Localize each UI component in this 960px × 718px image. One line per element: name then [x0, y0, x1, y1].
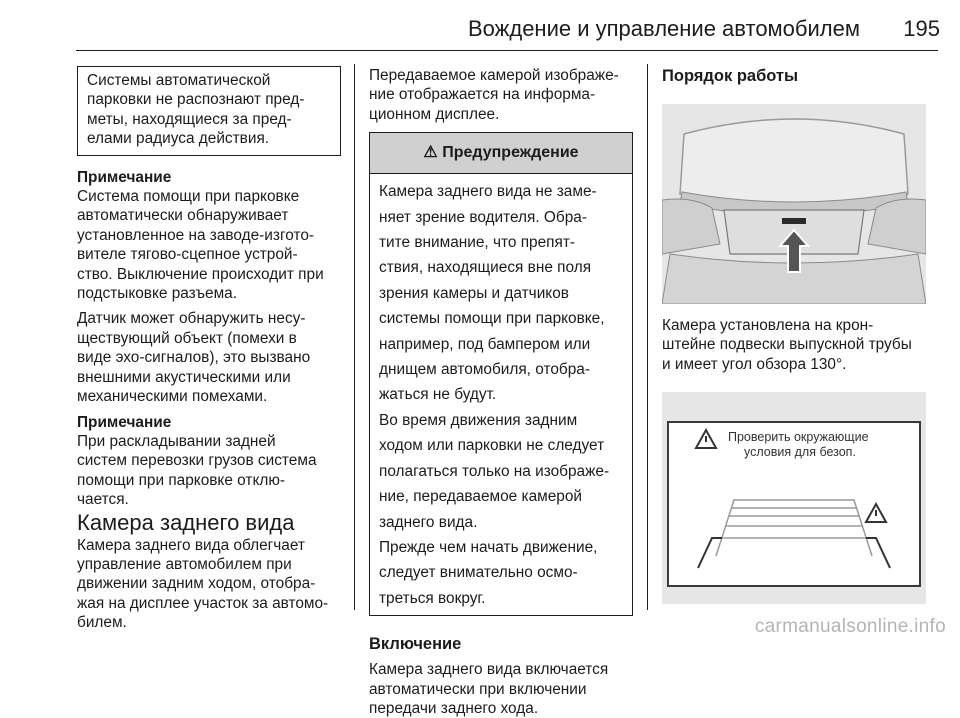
warning-paragraph	[379, 538, 624, 608]
text-line: заднего вида.	[379, 513, 478, 531]
text-line: билем.	[77, 614, 127, 632]
text-line: автоматически при включении	[369, 680, 587, 698]
subsection-heading: Порядок работы	[662, 67, 799, 85]
column-divider-1	[354, 64, 355, 610]
text-line: систем перевозки грузов система	[77, 452, 317, 470]
text-line: внешними акустическими или	[77, 368, 291, 386]
text-line: Система помощи при парковке	[77, 188, 300, 206]
text-line: Камера заднего вида облегчает	[77, 536, 305, 554]
warning-body	[370, 174, 632, 615]
text-line: ществующий объект (помехи в	[77, 329, 297, 347]
text-line: механическими помехами.	[77, 388, 268, 406]
text-line: следует внимательно осмо-	[379, 564, 578, 582]
framed-note	[77, 66, 341, 156]
column-3	[662, 66, 940, 604]
text-line: няет зрение водителя. Обра-	[379, 208, 587, 226]
text-line: движении задним ходом, отобра-	[77, 575, 316, 593]
text-line: треться вокруг.	[379, 589, 486, 607]
text-line: полагаться только на изображе-	[379, 462, 610, 480]
text-line: помощи при парковке отклю-	[77, 471, 285, 489]
warning-header	[370, 133, 632, 174]
text-line: меты, находящиеся за пред-	[87, 110, 292, 128]
text-line: чается.	[77, 491, 129, 509]
text-line: ционном дисплее.	[369, 105, 500, 123]
camera-display-drawing	[662, 392, 926, 604]
rear-camera-location-figure	[662, 104, 926, 304]
header-rule	[76, 50, 938, 51]
text-line: зрения камеры и датчиков	[379, 284, 569, 302]
text-line: вителе тягово-сцепное устрой-	[77, 246, 298, 264]
text-line: Камера установлена на крон-	[662, 317, 874, 334]
warning-paragraph	[379, 411, 624, 532]
text-line: ство. Выключение происходит при	[77, 265, 324, 283]
screen-warning-text	[728, 430, 869, 460]
column-2	[369, 66, 633, 718]
page-header-title: Вождение и управление автомобилем	[467, 16, 860, 41]
text-line: Камера заднего вида включается	[369, 661, 609, 679]
text-line: штейне подвески выпускной трубы	[662, 336, 912, 354]
text-line: Камера заднего вида не заме-	[379, 183, 597, 201]
text-line: парковки не распознают пред-	[87, 91, 305, 109]
text-line: например, под бампером или	[379, 335, 591, 353]
note-label: Примечание	[77, 413, 172, 431]
screen-text-line: Проверить окружающие	[728, 430, 869, 445]
text-line: подстыковке разъема.	[77, 285, 237, 303]
text-line: Прежде чем начать движение,	[379, 538, 598, 556]
text-line: системы помощи при парковке,	[379, 310, 605, 328]
text-line: ствия, находящиеся вне поля	[379, 259, 592, 277]
watermark: carmanualsonline.info	[754, 616, 946, 637]
text-line: ние, передаваемое камерой	[379, 488, 583, 506]
warning-icon: ⚠	[423, 144, 438, 162]
column-divider-2	[647, 64, 648, 610]
note-label: Примечание	[77, 168, 172, 186]
text-line: виде эхо-сигналов), это вызвано	[77, 349, 311, 367]
camera-display-figure	[662, 392, 926, 604]
text-line: днищем автомобиля, отобра-	[379, 361, 590, 379]
text-line: управление автомобилем при	[77, 555, 292, 573]
text-line: ходом или парковки не следует	[379, 437, 605, 455]
text-line: Во время движения задним	[379, 411, 578, 429]
text-line: ние отображается на информа-	[369, 86, 596, 104]
subsection-heading: Включение	[369, 635, 462, 654]
text-line: Передаваемое камерой изображе-	[369, 67, 619, 84]
page-number: 195	[903, 16, 940, 41]
warning-paragraph	[379, 182, 624, 405]
text-line: Датчик может обнаружить несу-	[77, 310, 306, 328]
text-line: жаться не будут.	[379, 386, 497, 404]
text-line: елами радиуса действия.	[87, 130, 270, 148]
section-heading: Камера заднего вида	[77, 509, 295, 535]
text-line: и имеет угол обзора 130°.	[662, 355, 847, 373]
text-line: При раскладывании задней	[77, 432, 276, 450]
text-line: Системы автоматической	[87, 72, 271, 89]
screen-text-line: условия для безоп.	[744, 445, 856, 460]
warning-box	[369, 132, 633, 616]
text-line: тите внимание, что препят-	[379, 234, 576, 252]
text-line: автоматически обнаруживает	[77, 207, 289, 225]
text-line: передачи заднего хода.	[369, 699, 539, 717]
text-line: жая на дисплее участок за автомо-	[77, 594, 329, 612]
warning-title: Предупреждение	[442, 144, 579, 162]
column-1	[77, 66, 341, 633]
text-line: установленное на заводе-изгото-	[77, 226, 315, 244]
